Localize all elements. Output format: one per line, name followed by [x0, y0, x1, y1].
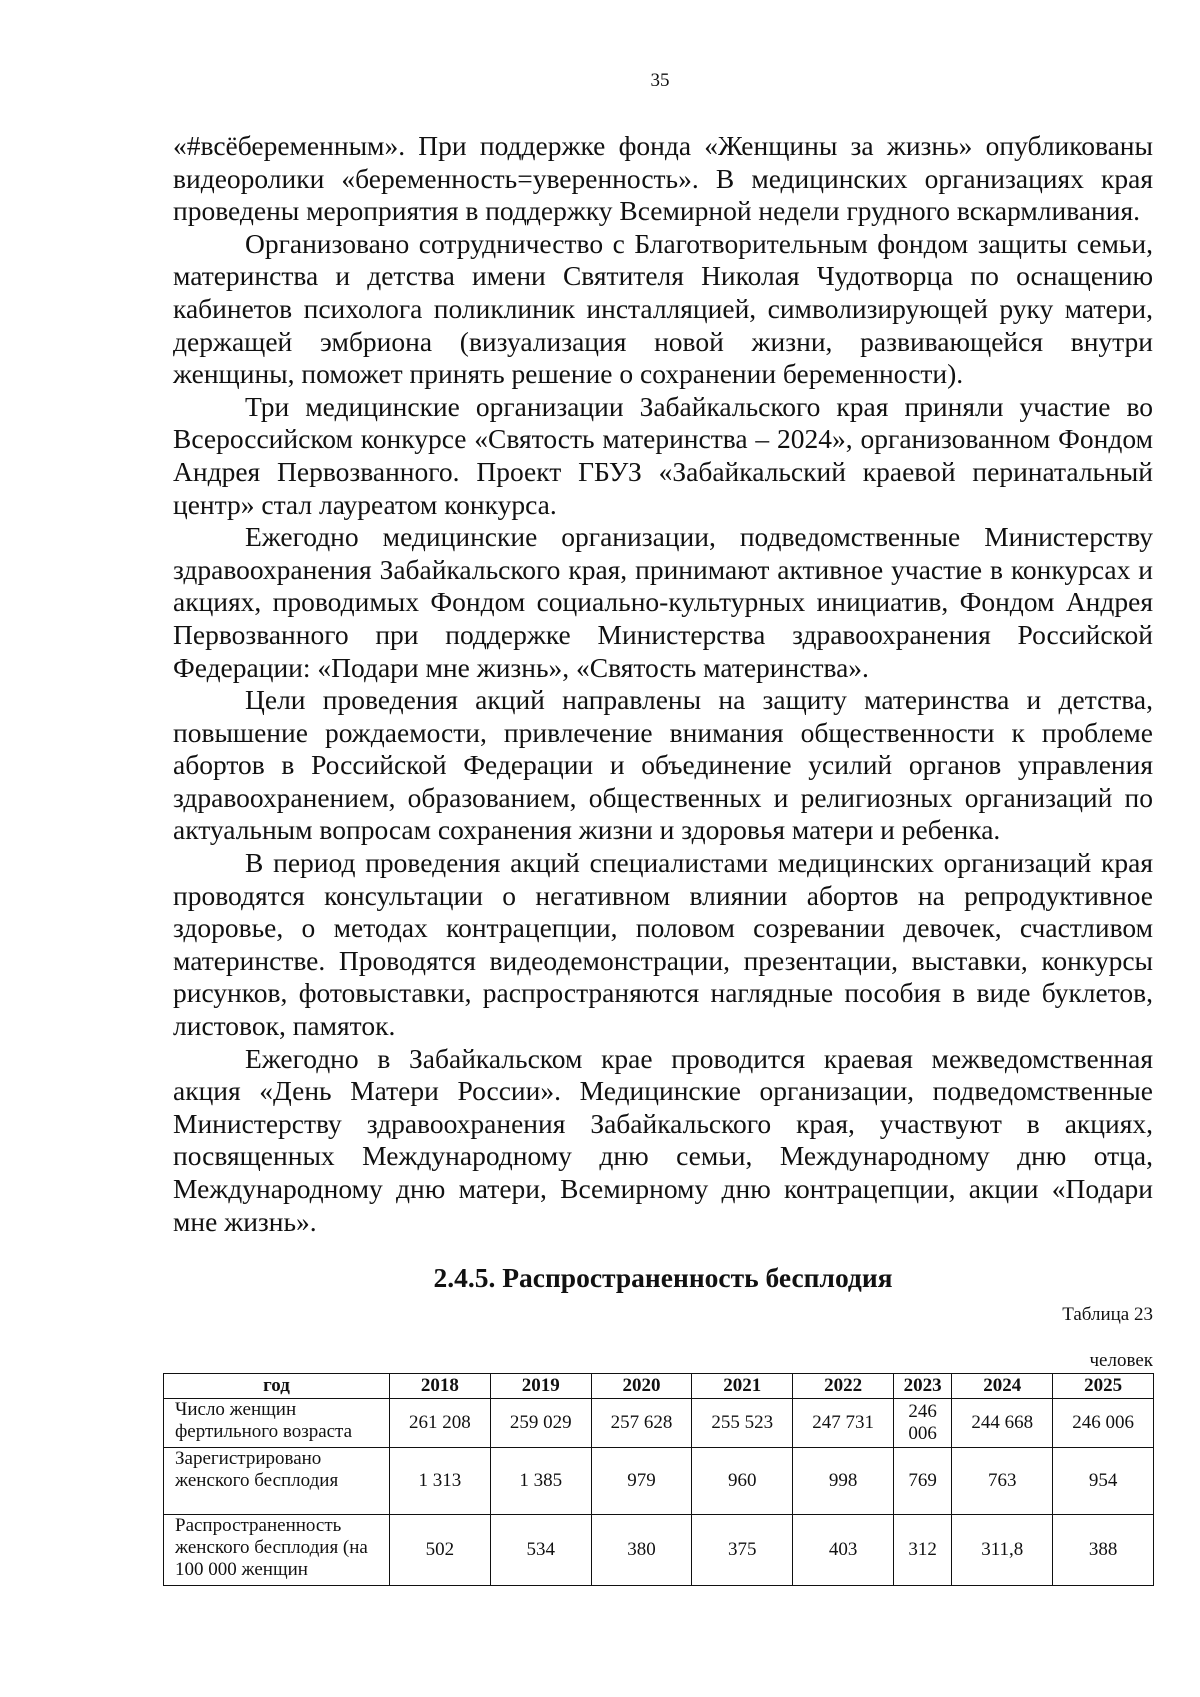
table-row — [164, 1515, 1154, 1586]
table-cell: 502 — [390, 1515, 491, 1586]
table-cell: 312 — [893, 1515, 951, 1586]
table-cell: 960 — [692, 1448, 793, 1515]
table-header-cell: 2024 — [952, 1374, 1053, 1399]
table-cell: 246 006 — [893, 1399, 951, 1448]
section-heading: 2.4.5. Распространенность бесплодия — [433, 1262, 893, 1293]
table-header-cell: 2025 — [1053, 1374, 1154, 1399]
table-header-cell: 2021 — [692, 1374, 793, 1399]
table-cell: 763 — [952, 1448, 1053, 1515]
table-cell: 247 731 — [793, 1399, 894, 1448]
table-cell: 979 — [591, 1448, 692, 1515]
table-row — [164, 1399, 1154, 1448]
table-header-cell: год — [164, 1374, 390, 1399]
table-cell: 259 029 — [490, 1399, 591, 1448]
table-cell: 246 006 — [1053, 1399, 1154, 1448]
table-cell: 403 — [793, 1515, 894, 1586]
table-cell: 311,8 — [952, 1515, 1053, 1586]
table-caption: Таблица 23 — [1062, 1304, 1153, 1325]
row-label: Распространенность женского бесплодия (на 100 000 женщин — [164, 1515, 390, 1586]
table-cell: 255 523 — [692, 1399, 793, 1448]
table-header-cell: 2018 — [390, 1374, 491, 1399]
body-text — [173, 130, 1153, 1238]
table-row — [164, 1448, 1154, 1515]
table-header-cell: 2020 — [591, 1374, 692, 1399]
table-cell: 244 668 — [952, 1399, 1053, 1448]
table-header-cell: 2019 — [490, 1374, 591, 1399]
table-unit: человек — [1089, 1350, 1153, 1371]
paragraph-5: Цели проведения акций направлены на защиту материнства и детства, повышение рождаемости, привлечение внимания общественности к проблеме абортов в Российской Федерации и объединение усилий органов управления здравоохранением, образованием, общественных и религиозных организаций по актуальным вопросам сохранения жизни и здоровья матери и ребенка. — [173, 684, 1153, 846]
paragraph-1: «#всёбеременным». При поддержке фонда «Женщины за жизнь» опубликованы видеоролики «беременность=уверенность». В медицинских организациях края проведены мероприятия в поддержку Всемирной недели грудного вскармливания. — [173, 130, 1153, 227]
paragraph-7: Ежегодно в Забайкальском крае проводится краевая межведомственная акция «День Матери России». Медицинские организации, подведомственные Министерству здравоохранения Забайкальского края, участвуют в акциях, посвященных Международному дню семьи, Международному дню отца, Международному дню матери, Всемирному дню контрацепции, акции «Подари мне жизнь». — [173, 1042, 1153, 1237]
table-cell: 380 — [591, 1515, 692, 1586]
table-cell: 998 — [793, 1448, 894, 1515]
table-cell: 769 — [893, 1448, 951, 1515]
paragraph-3: Три медицинские организации Забайкальского края приняли участие во Всероссийском конкурсе «Святость материнства – 2024», организованном Фондом Андрея Первозванного. Проект ГБУЗ «Забайкальский краевой перинатальный центр» стал лауреатом конкурса. — [173, 390, 1153, 520]
table-cell: 261 208 — [390, 1399, 491, 1448]
page-number: 35 — [650, 70, 670, 91]
table-header-cell: 2023 — [893, 1374, 951, 1399]
row-label: Число женщин фертильного возраста — [164, 1399, 390, 1448]
table-cell: 257 628 — [591, 1399, 692, 1448]
paragraph-4: Ежегодно медицинские организации, подведомственные Министерству здравоохранения Забайкальского края, принимают активное участие в конкурсах и акциях, проводимых Фондом социально-культурных инициатив, Фондом Андрея Первозванного при поддержке Министерства здравоохранения Российской Федерации: «Подари мне жизнь», «Святость материнства». — [173, 521, 1153, 683]
table-cell: 375 — [692, 1515, 793, 1586]
table-cell: 954 — [1053, 1448, 1154, 1515]
table-cell: 388 — [1053, 1515, 1154, 1586]
paragraph-6: В период проведения акций специалистами медицинских организаций края проводятся консультации о негативном влиянии абортов на репродуктивное здоровье, о методах контрацепции, половом созревании девочек, счастливом материнстве. Проводятся видеодемонстрации, презентации, выставки, конкурсы рисунков, фотовыставки, распространяются наглядные пособия в виде буклетов, листовок, памяток. — [173, 847, 1153, 1042]
table-cell: 1 313 — [390, 1448, 491, 1515]
row-label: Зарегистрировано женского бесплодия — [164, 1448, 390, 1515]
table-cell: 1 385 — [490, 1448, 591, 1515]
table-cell: 534 — [490, 1515, 591, 1586]
table-header-cell: 2022 — [793, 1374, 894, 1399]
table-header-row — [164, 1374, 1154, 1399]
infertility-table — [163, 1373, 1154, 1586]
paragraph-2: Организовано сотрудничество с Благотворительным фондом защиты семьи, материнства и детства имени Святителя Николая Чудотворца по оснащению кабинетов психолога поликлиник инсталляцией, символизирующей руку матери, держащей эмбриона (визуализация новой жизни, развивающейся внутри женщины, поможет принять решение о сохранении беременности). — [173, 227, 1153, 390]
